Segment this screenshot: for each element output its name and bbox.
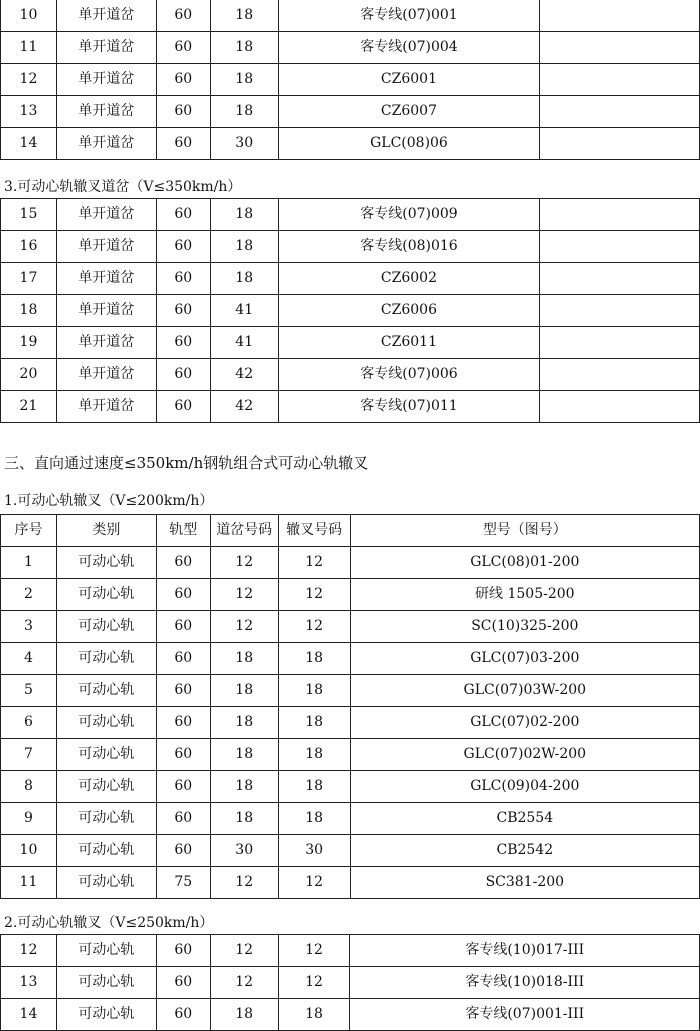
table-cell: 客专线(07)009 [278,199,540,231]
table-cell: 客专线(10)017-III [350,935,700,967]
table-cell: 60 [156,327,210,359]
table-cell: 18 [1,295,57,327]
header-cell: 辙叉号码 [278,515,350,547]
table-cell: 10 [1,835,57,867]
table-cell [540,231,700,263]
table-cell: 9 [1,803,57,835]
table-cell: 可动心轨 [56,867,156,899]
table-cell: 60 [156,231,210,263]
table-cell: 18 [278,643,350,675]
table-cell: 8 [1,771,57,803]
table-cell: 客专线(10)018-III [350,967,700,999]
table-cell: 60 [156,803,210,835]
table-cell: 12 [278,967,350,999]
table-row [1,327,700,359]
table-cell: 可动心轨 [56,675,156,707]
table-cell: CB2554 [350,803,699,835]
table-cell: 17 [1,263,57,295]
table-cell: GLC(07)03-200 [350,643,699,675]
table-cell: GLC(07)02-200 [350,707,699,739]
table-row [1,391,700,423]
table-cell: 60 [156,547,210,579]
table-cell: 18 [278,675,350,707]
table-cell: 研线 1505-200 [350,579,699,611]
table-cell: 18 [210,32,278,64]
table-row [1,64,700,96]
table-cell: 18 [210,643,278,675]
table-row [1,579,700,611]
table-cell [540,128,700,160]
table-cell: 单开道岔 [56,391,156,423]
header-cell: 类别 [56,515,156,547]
table-cell: 60 [156,263,210,295]
table-cell [540,263,700,295]
table-cell: 客专线(07)011 [278,391,540,423]
movable-frog-turnout-table [0,198,700,423]
table-cell: 3 [1,611,57,643]
table-row [1,0,700,32]
table-cell: 18 [278,739,350,771]
table-cell: 60 [156,295,210,327]
table-cell: 30 [210,835,278,867]
table-cell: 单开道岔 [56,0,156,32]
table-cell: 12 [210,867,278,899]
table-row [1,935,700,967]
table-cell: 可动心轨 [56,707,156,739]
table-cell: 60 [156,707,210,739]
table-cell: 18 [278,771,350,803]
table-cell: 14 [1,999,57,1031]
table-cell: 2 [1,579,57,611]
table-cell: 60 [156,935,210,967]
table-cell [540,327,700,359]
table-cell: 18 [210,707,278,739]
table-cell: 60 [156,32,210,64]
table-cell: 可动心轨 [56,643,156,675]
table-cell: 6 [1,707,57,739]
table-cell: 18 [210,675,278,707]
table-cell [540,199,700,231]
table-cell: 18 [210,771,278,803]
table-cell: 11 [1,32,57,64]
table-cell: 可动心轨 [56,611,156,643]
table-row [1,835,700,867]
table-row [1,999,700,1031]
table-cell: 18 [210,739,278,771]
table-cell: CZ6007 [278,96,540,128]
table-cell: 60 [156,967,210,999]
section-caption-3-1: 1.可动心轨辙叉（V≤200km/h） [4,493,214,509]
table-cell: 12 [278,867,350,899]
movable-frog-crossing-table-250 [0,934,700,1031]
table-cell: GLC(09)04-200 [350,771,699,803]
table-cell: 60 [156,675,210,707]
table-cell [540,391,700,423]
table-row [1,803,700,835]
table-cell: 单开道岔 [56,96,156,128]
table-cell: 30 [210,128,278,160]
table-cell: 可动心轨 [56,935,156,967]
table-cell: 12 [278,935,350,967]
table-cell: 10 [1,0,57,32]
table-cell: 单开道岔 [56,295,156,327]
table-cell: 12 [210,611,278,643]
table-cell: 75 [156,867,210,899]
table-cell: 30 [278,835,350,867]
table-cell: GLC(07)03W-200 [350,675,699,707]
header-cell: 道岔号码 [210,515,278,547]
table-row [1,263,700,295]
table-cell: 单开道岔 [56,231,156,263]
section-caption-movable-frog-350: 3.可动心轨辙叉道岔（V≤350km/h） [4,179,242,195]
table-cell: 客专线(07)004 [278,32,540,64]
table-cell: SC381-200 [350,867,699,899]
table-cell: 16 [1,231,57,263]
header-cell: 轨型 [156,515,210,547]
table-cell: 41 [210,327,278,359]
table-cell: 单开道岔 [56,64,156,96]
table-cell: 42 [210,359,278,391]
table-cell: 18 [210,263,278,295]
table-cell: 客专线(08)016 [278,231,540,263]
table-header-row [1,515,700,547]
table-cell: 14 [1,128,57,160]
table-cell: 12 [1,935,57,967]
section-caption-3-2: 2.可动心轨辙叉（V≤250km/h） [4,915,214,931]
table-cell: 60 [156,128,210,160]
table-row [1,32,700,64]
table-cell: 7 [1,739,57,771]
table-cell [540,0,700,32]
table-row [1,295,700,327]
table-cell: 60 [156,999,210,1031]
table-cell: 18 [210,231,278,263]
table-row [1,547,700,579]
table-cell: 15 [1,199,57,231]
table-cell: 60 [156,199,210,231]
table-cell: 60 [156,391,210,423]
table-cell: 客专线(07)006 [278,359,540,391]
table-cell: CZ6011 [278,327,540,359]
table-cell: 11 [1,867,57,899]
table-row [1,771,700,803]
table-cell: 单开道岔 [56,128,156,160]
table-cell: 可动心轨 [56,579,156,611]
table-cell: 18 [210,96,278,128]
table-cell: 单开道岔 [56,199,156,231]
table-cell: 42 [210,391,278,423]
table-cell: GLC(08)06 [278,128,540,160]
table-cell: CB2542 [350,835,699,867]
table-cell: 12 [210,579,278,611]
table-row [1,867,700,899]
table-row [1,967,700,999]
table-row [1,611,700,643]
table-cell: CZ6006 [278,295,540,327]
table-cell [540,64,700,96]
table-row [1,739,700,771]
table-cell: 可动心轨 [56,739,156,771]
table-row [1,231,700,263]
table-row [1,96,700,128]
header-cell: 型号（图号） [350,515,699,547]
table-cell: 12 [278,611,350,643]
table-cell: 客专线(07)001 [278,0,540,32]
table-row [1,128,700,160]
table-cell: 可动心轨 [56,835,156,867]
table-cell: 13 [1,96,57,128]
table-cell: 12 [210,967,278,999]
table-cell: 18 [210,64,278,96]
table-cell: 60 [156,739,210,771]
table-cell: 21 [1,391,57,423]
table-row [1,199,700,231]
table-cell [540,295,700,327]
table-cell: CZ6001 [278,64,540,96]
table-cell: 18 [210,999,278,1031]
table-row [1,675,700,707]
table-cell: 60 [156,771,210,803]
table-row [1,359,700,391]
table-cell: 18 [210,0,278,32]
table-cell [540,359,700,391]
table-row [1,643,700,675]
table-cell: 可动心轨 [56,771,156,803]
table-cell: 13 [1,967,57,999]
table-cell: 4 [1,643,57,675]
table-cell: 60 [156,0,210,32]
table-cell: 18 [278,803,350,835]
table-cell: 可动心轨 [56,803,156,835]
table-cell: 18 [278,999,350,1031]
table-cell: 60 [156,96,210,128]
table-cell: 60 [156,835,210,867]
table-cell: 60 [156,579,210,611]
table-cell: 19 [1,327,57,359]
table-cell: 60 [156,359,210,391]
table-cell: 单开道岔 [56,32,156,64]
table-cell: 12 [1,64,57,96]
table-cell: 20 [1,359,57,391]
table-row [1,707,700,739]
table-cell: 可动心轨 [56,999,156,1031]
table-cell: 12 [278,579,350,611]
section-heading-3: 三、直向通过速度≤350km/h钢轨组合式可动心轨辙叉 [4,454,369,472]
table-cell: 可动心轨 [56,547,156,579]
table-cell: SC(10)325-200 [350,611,699,643]
table-cell: 60 [156,611,210,643]
table-cell: 12 [210,935,278,967]
table-cell: GLC(08)01-200 [350,547,699,579]
table-cell [540,96,700,128]
movable-frog-crossing-table-200 [0,514,700,899]
table-cell: GLC(07)02W-200 [350,739,699,771]
table-cell: 41 [210,295,278,327]
table-cell: 60 [156,64,210,96]
table-cell: CZ6002 [278,263,540,295]
table-cell: 18 [210,803,278,835]
table-cell: 1 [1,547,57,579]
table-cell: 18 [210,199,278,231]
table-cell: 5 [1,675,57,707]
table-cell: 可动心轨 [56,967,156,999]
header-cell: 序号 [1,515,57,547]
turnout-table-continued [0,0,700,160]
table-cell: 单开道岔 [56,263,156,295]
table-cell: 60 [156,643,210,675]
table-cell: 18 [278,707,350,739]
table-cell: 单开道岔 [56,359,156,391]
table-cell: 客专线(07)001-III [350,999,700,1031]
table-cell: 12 [210,547,278,579]
table-cell: 12 [278,547,350,579]
table-cell [540,32,700,64]
table-cell: 单开道岔 [56,327,156,359]
